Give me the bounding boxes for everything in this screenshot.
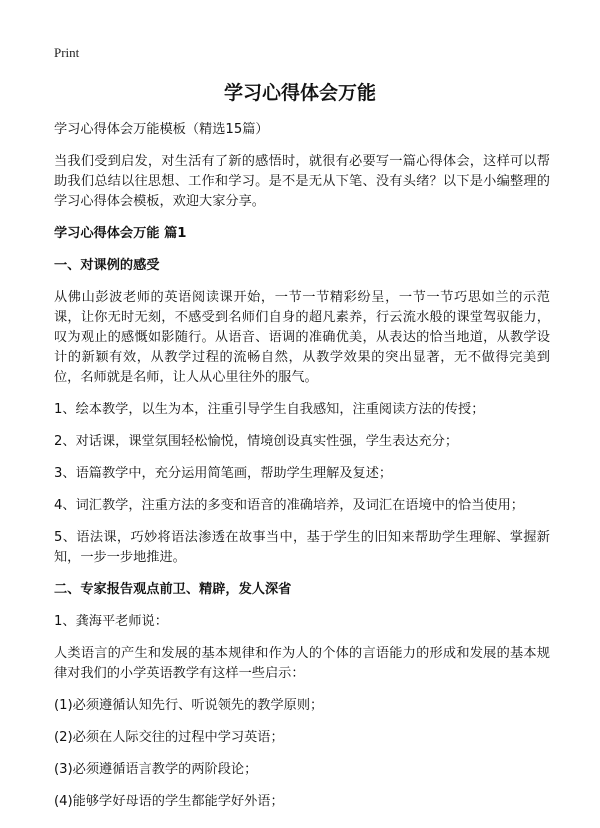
list-item: (3)必须遵循语言教学的两阶段论； bbox=[54, 762, 258, 777]
article-heading: 学习心得体会万能 篇1 bbox=[54, 226, 187, 241]
document-body bbox=[54, 120, 550, 824]
document-subtitle: 学习心得体会万能模板（精选15篇） bbox=[54, 122, 269, 137]
section2-body: 人类语言的产生和发展的基本规律和作为人的个体的言语能力的形成和发展的基本规律对我们的小学英语教学有这样一些启示： bbox=[54, 646, 550, 681]
list-item: 1、绘本教学，以生为本，注重引导学生自我感知，注重阅读方法的传授； bbox=[54, 402, 485, 417]
list-item: (4)能够学好母语的学生都能学好外语； bbox=[54, 794, 284, 809]
section2-speaker: 1、龚海平老师说： bbox=[54, 614, 168, 629]
page-title: 学习心得体会万能 bbox=[223, 82, 376, 104]
list-item: 3、语篇教学中，充分运用简笔画，帮助学生理解及复述； bbox=[54, 466, 393, 481]
list-item: (2)必须在人际交往的过程中学习英语； bbox=[54, 730, 284, 745]
section2-heading: 二、专家报告观点前卫、精辟，发人深省 bbox=[54, 582, 292, 597]
section1-heading: 一、对课例的感受 bbox=[54, 258, 160, 273]
list-item: 2、对话课，课堂氛围轻松愉悦，情境创设真实性强，学生表达充分； bbox=[54, 434, 459, 449]
list-item: 4、词汇教学，注重方法的多变和语音的准确培养，及词汇在语境中的恰当使用； bbox=[54, 498, 524, 513]
intro-paragraph: 当我们受到启发，对生活有了新的感悟时，就很有必要写一篇心得体会，这样可以帮助我们总结以往思想、工作和学习。是不是无从下笔、没有头绪？以下是小编整理的学习心得体会模板，欢迎大家分享。 bbox=[54, 154, 550, 209]
section1-body: 从佛山彭波老师的英语阅读课开始，一节一节精彩纷呈，一节一节巧思如兰的示范课，让你无时无刻，不感受到名师们自身的超凡素养，行云流水般的课堂驾驭能力，叹为观止的感慨如影随行。从语音、语调的准确优美，从表达的恰当地道，从教学设计的新颖有效，从教学过程的流畅自然，从教学效果的突出显著，无不做得完美到位，名师就是名师，让人从心里往外的服气。 bbox=[54, 290, 550, 385]
list-item: (1)必须遵循认知先行、听说领先的教学原则； bbox=[54, 698, 324, 713]
print-label[interactable]: Print bbox=[54, 45, 80, 60]
list-item: 5、语法课，巧妙将语法渗透在故事当中，基于学生的旧知来帮助学生理解、掌握新知，一步一步地推进。 bbox=[54, 530, 550, 565]
